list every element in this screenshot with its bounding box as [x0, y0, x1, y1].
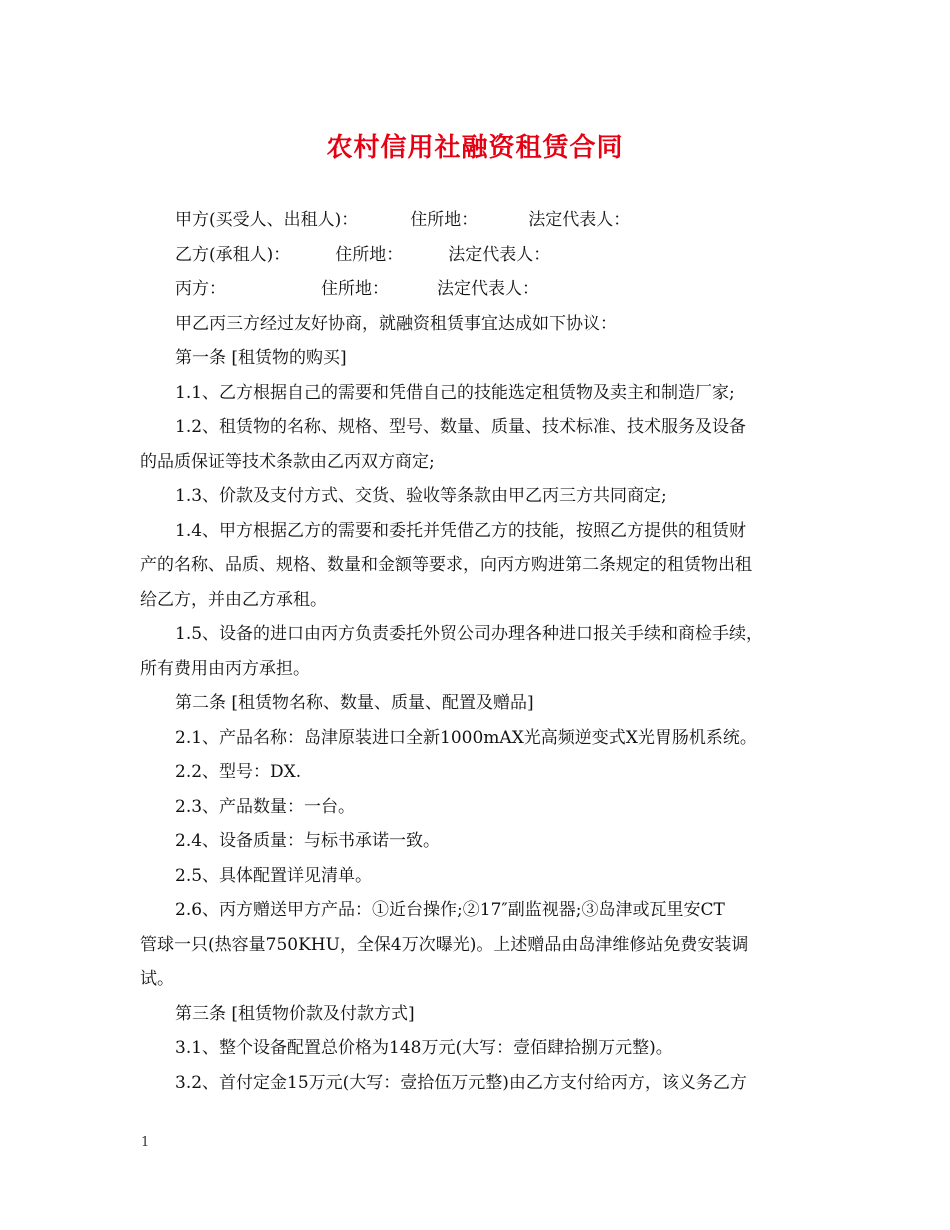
clause-1-4-line-1: 1.4、甲方根据乙方的需要和委托并凭借乙方的技能，按照乙方提供的租赁财 [175, 520, 747, 541]
article-2-title: 第二条 [租赁物名称、数量、质量、配置及赠品] [175, 693, 534, 713]
clause-2-6-line-2: 管球一只(热容量750KHU，全保4万次曝光)。上述赠品由岛津维修站免费安装调 [140, 934, 749, 955]
clause-3-1: 3.1、整个设备配置总价格为148万元(大写：壹佰肆拾捌万元整)。 [175, 1038, 673, 1058]
clause-3-2: 3.2、首付定金15万元(大写：壹拾伍万元整)由乙方支付给丙方，该义务乙方 [175, 1072, 747, 1093]
clause-1-2-line-1: 1.2、租赁物的名称、规格、型号、数量、质量、技术标准、技术服务及设备 [175, 417, 747, 437]
party-b-label: 乙方(承租人)： [175, 244, 291, 265]
article-1-title: 第一条 [租赁物的购买] [175, 348, 347, 368]
clause-1-4-line-2: 产的名称、品质、规格、数量和金额等要求，向丙方购进第二条规定的租赁物出租 [140, 555, 752, 575]
party-c-label: 丙方： [175, 279, 226, 299]
clause-1-5-line-2: 所有费用由丙方承担。 [140, 658, 310, 679]
document-body [140, 203, 812, 1100]
party-c-line [140, 272, 812, 307]
clause-2-5: 2.5、具体配置详见清单。 [175, 865, 373, 886]
clause-2-4: 2.4、设备质量：与标书承诺一致。 [175, 831, 441, 851]
clause-2-2: 2.2、型号：DX. [175, 762, 302, 782]
clause-2-1: 2.1、产品名称：岛津原装进口全新1000mAX光高频逆变式X光胃肠机系统。 [175, 727, 757, 748]
clause-2-3: 2.3、产品数量：一台。 [175, 796, 356, 817]
clause-2-6-line-3: 试。 [140, 969, 174, 989]
party-a-address: 住所地： [410, 210, 479, 230]
party-a-rep: 法定代表人： [528, 210, 631, 230]
party-a-label: 甲方(买受人、出租人)： [175, 210, 359, 230]
intro-line: 甲乙丙三方经过友好协商，就融资租赁事宜达成如下协议： [175, 313, 617, 334]
party-b-rep: 法定代表人： [448, 244, 551, 265]
clause-1-4-line-3: 给乙方，并由乙方承租。 [140, 589, 327, 610]
document-title: 农村信用社融资租赁合同 [326, 133, 624, 163]
clause-1-2-line-2: 的品质保证等技术条款由乙丙双方商定; [140, 451, 435, 472]
clause-1-3: 1.3、价款及支付方式、交货、验收等条款由甲乙丙三方共同商定; [175, 486, 667, 506]
clause-2-6-line-1: 2.6、丙方赠送甲方产品：①近台操作;②17″副监视器;③岛津或瓦里安CT [175, 900, 725, 920]
clause-1-1: 1.1、乙方根据自己的需要和凭借自己的技能选定租赁物及卖主和制造厂家; [175, 382, 735, 403]
party-a-line [140, 203, 812, 238]
party-b-line [140, 238, 812, 273]
article-3-title: 第三条 [租赁物价款及付款方式] [175, 1003, 415, 1024]
party-b-address: 住所地： [335, 244, 404, 265]
party-c-address: 住所地： [321, 279, 389, 299]
page-number: 1 [141, 1135, 150, 1150]
party-c-rep: 法定代表人： [437, 279, 539, 299]
clause-1-5-line-1: 1.5、设备的进口由丙方负责委托外贸公司办理各种进口报关手续和商检手续， [175, 624, 764, 644]
